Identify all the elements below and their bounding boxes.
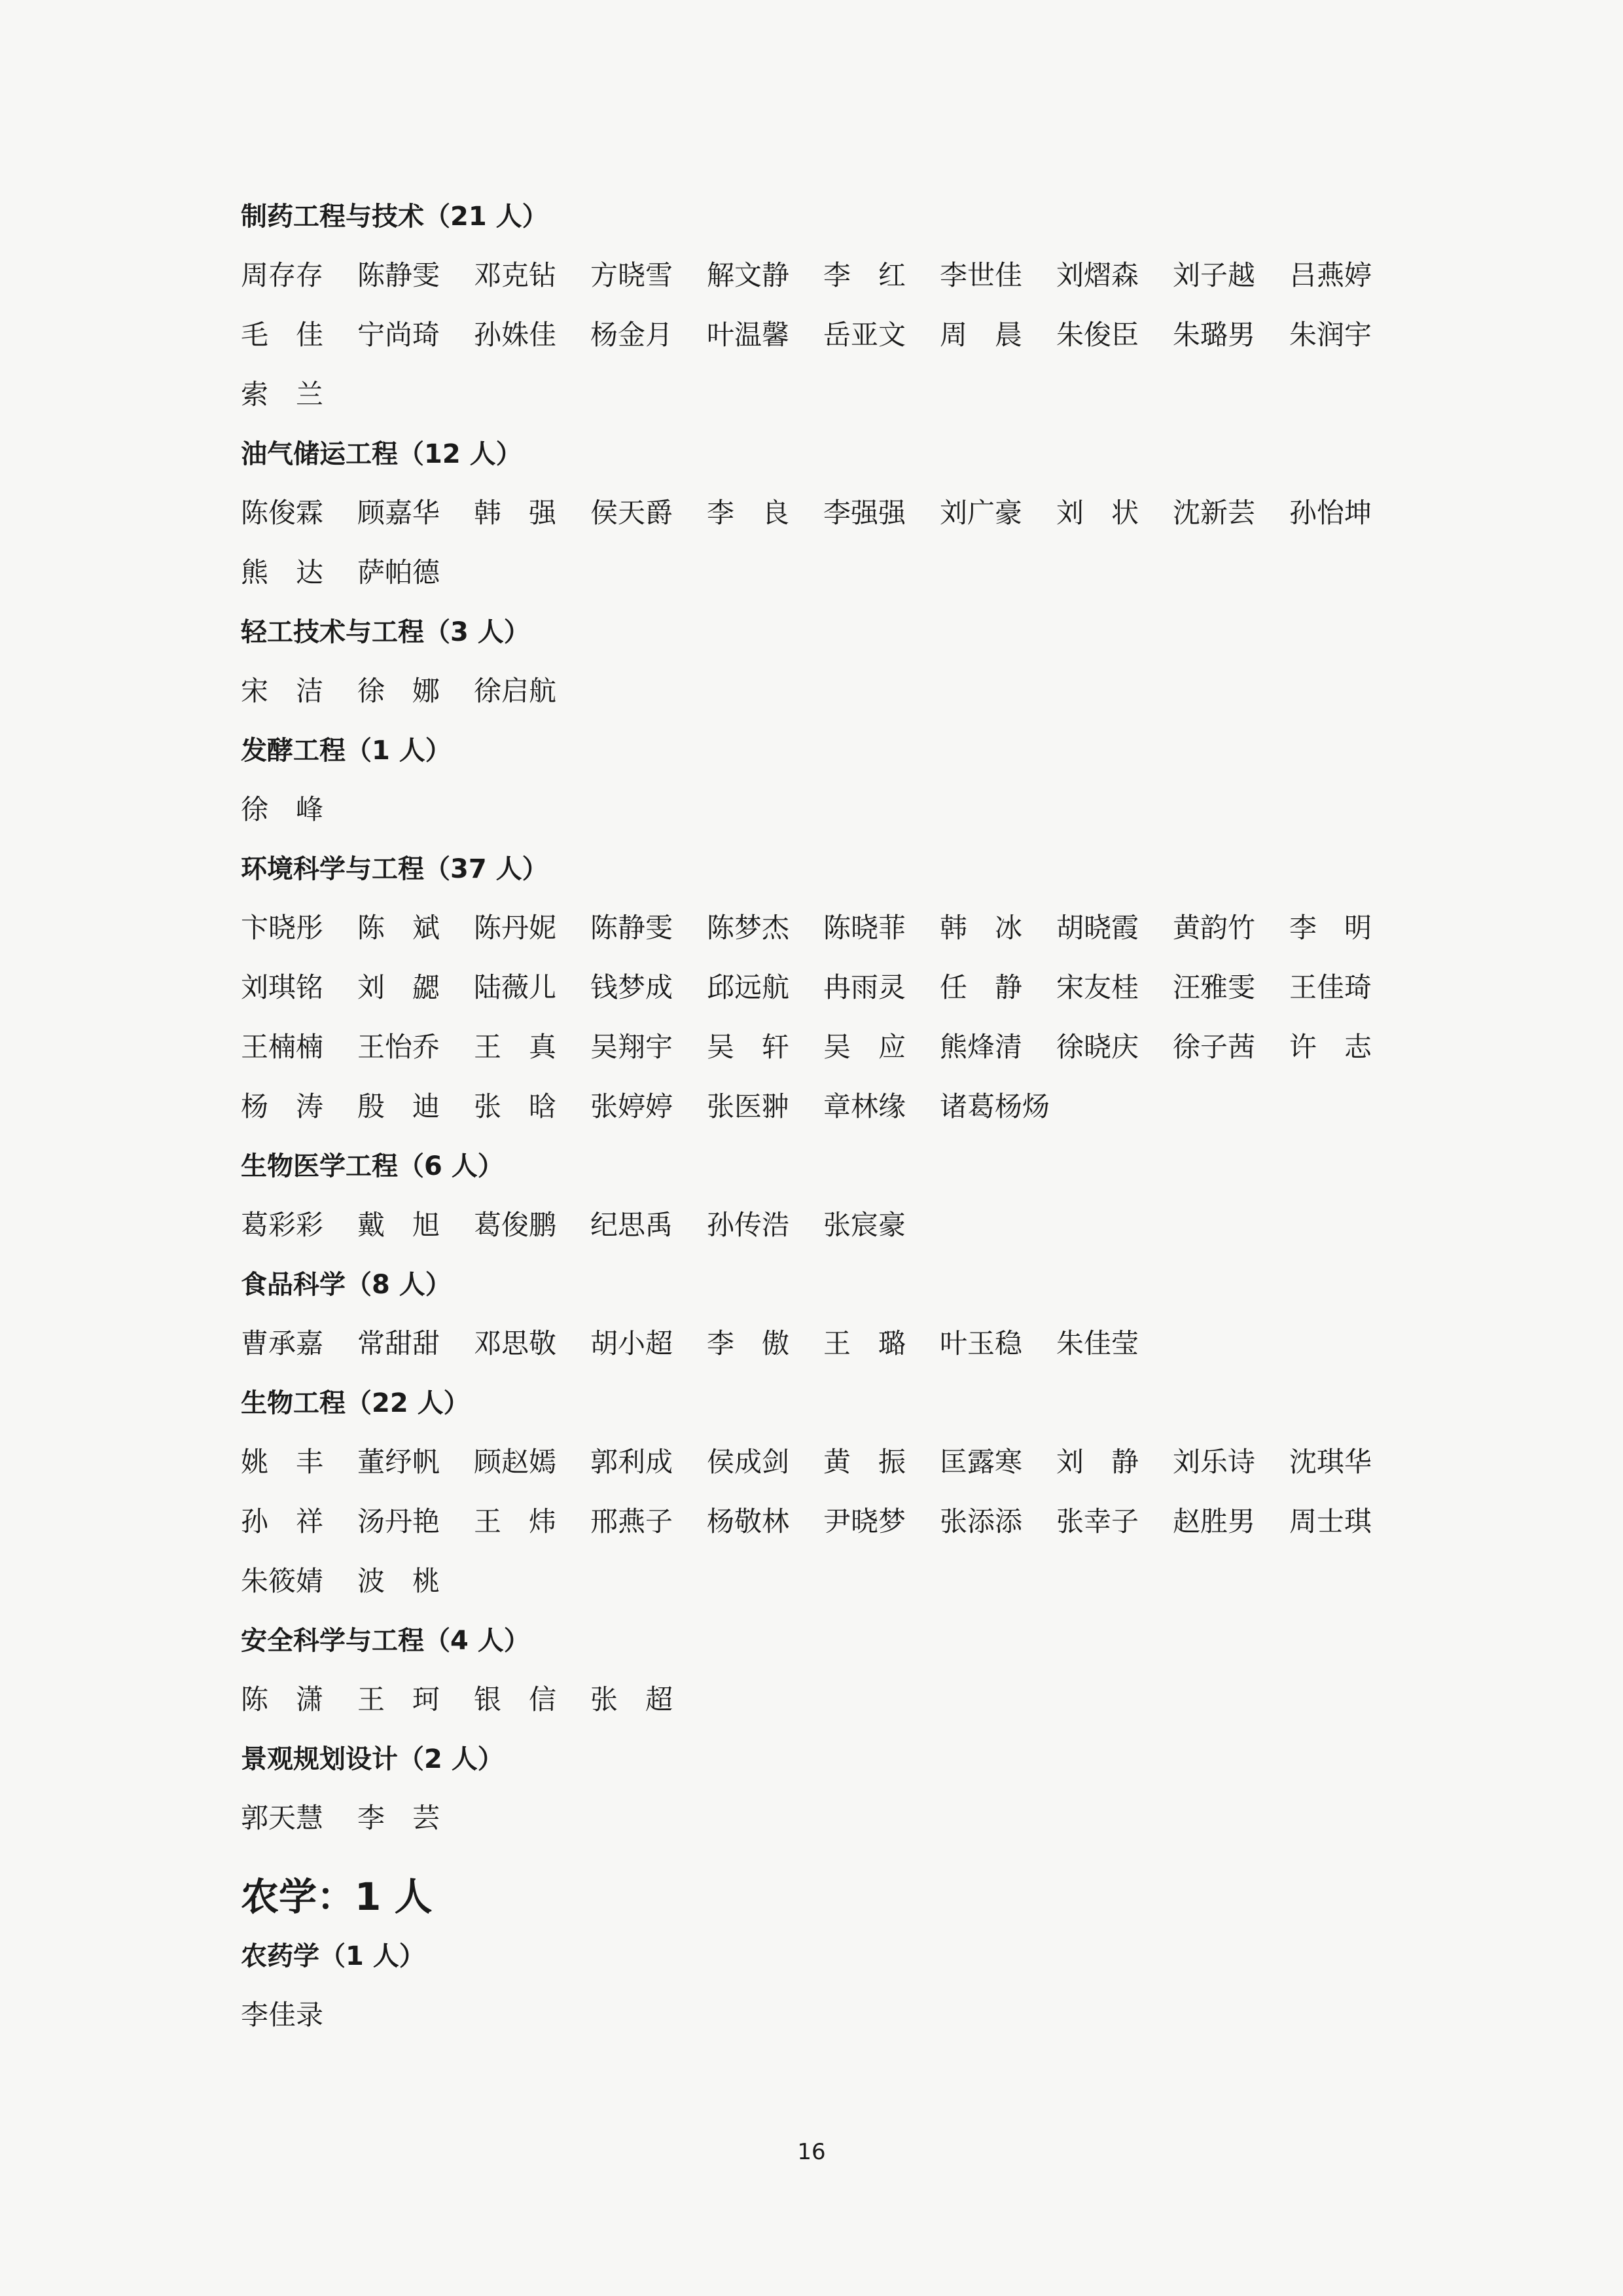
student-name: 韩 强 bbox=[474, 497, 557, 529]
student-name: 吴翔宇 bbox=[590, 1031, 673, 1063]
section-heading: 制药工程与技术（21 人） bbox=[241, 202, 548, 232]
student-name: 殷 迪 bbox=[357, 1090, 440, 1122]
student-name: 陈丹妮 bbox=[474, 912, 557, 944]
student-name: 银 信 bbox=[474, 1683, 557, 1715]
student-name: 张幸子 bbox=[1056, 1505, 1139, 1537]
section-heading: 油气储运工程（12 人） bbox=[241, 439, 522, 469]
engineering-sections bbox=[241, 194, 1406, 1855]
section-heading: 安全科学与工程（4 人） bbox=[241, 1626, 530, 1656]
student-name: 王佳琦 bbox=[1289, 971, 1372, 1003]
name-grid bbox=[241, 905, 1406, 1143]
name-grid bbox=[241, 253, 1406, 431]
student-name: 顾赵嫣 bbox=[474, 1446, 557, 1478]
student-name: 叶温馨 bbox=[707, 319, 790, 351]
student-name: 刘 静 bbox=[1056, 1446, 1139, 1478]
student-name: 纪思禹 bbox=[590, 1209, 673, 1241]
student-name: 徐启航 bbox=[474, 675, 557, 707]
student-name: 张婷婷 bbox=[590, 1090, 673, 1122]
student-name: 任 静 bbox=[940, 971, 1023, 1003]
student-name: 陈俊霖 bbox=[241, 497, 324, 529]
student-name: 熊烽清 bbox=[940, 1031, 1023, 1063]
student-name: 刘广豪 bbox=[940, 497, 1023, 529]
student-name: 李 红 bbox=[823, 259, 906, 291]
name-grid bbox=[241, 1439, 1406, 1618]
student-name: 匡露寒 bbox=[940, 1446, 1023, 1478]
student-name: 顾嘉华 bbox=[357, 497, 440, 529]
student-name: 陈 斌 bbox=[357, 912, 440, 944]
student-name: 刘 勰 bbox=[357, 971, 440, 1003]
student-name: 葛俊鹏 bbox=[474, 1209, 557, 1241]
student-name: 王怡乔 bbox=[357, 1031, 440, 1063]
student-name: 常甜甜 bbox=[357, 1327, 440, 1359]
student-name: 韩 冰 bbox=[940, 912, 1023, 944]
student-name: 沈新芸 bbox=[1173, 497, 1256, 529]
section-heading: 环境科学与工程（37 人） bbox=[241, 854, 548, 884]
student-name: 李世佳 bbox=[940, 259, 1023, 291]
student-name: 许 志 bbox=[1289, 1031, 1372, 1063]
student-name: 葛彩彩 bbox=[241, 1209, 324, 1241]
student-name: 卞晓彤 bbox=[241, 912, 324, 944]
student-name: 孙 祥 bbox=[241, 1505, 324, 1537]
student-name: 宋 洁 bbox=[241, 675, 324, 707]
student-name: 钱梦成 bbox=[590, 971, 673, 1003]
student-name: 毛 佳 bbox=[241, 319, 324, 351]
student-name: 徐 峰 bbox=[241, 793, 324, 825]
student-name: 董纾帆 bbox=[357, 1446, 440, 1478]
student-name: 胡小超 bbox=[590, 1327, 673, 1359]
student-name: 李 明 bbox=[1289, 912, 1372, 944]
student-name: 邱远航 bbox=[707, 971, 790, 1003]
student-name: 戴 旭 bbox=[357, 1209, 440, 1241]
student-name: 沈琪华 bbox=[1289, 1446, 1372, 1478]
student-name: 陈静雯 bbox=[590, 912, 673, 944]
student-name: 赵胜男 bbox=[1173, 1505, 1256, 1537]
student-name: 张 晗 bbox=[474, 1090, 557, 1122]
student-name: 张宸豪 bbox=[823, 1209, 906, 1241]
student-name: 汪雅雯 bbox=[1173, 971, 1256, 1003]
student-name: 吴 轩 bbox=[707, 1031, 790, 1063]
student-name: 陈 潇 bbox=[241, 1683, 324, 1715]
student-name: 郭利成 bbox=[590, 1446, 673, 1478]
student-name: 李佳录 bbox=[241, 1999, 324, 2031]
student-name: 邓克钻 bbox=[474, 259, 557, 291]
student-name: 侯成剑 bbox=[707, 1446, 790, 1478]
student-name: 宁尚琦 bbox=[357, 319, 440, 351]
name-grid bbox=[241, 1321, 1406, 1380]
student-name: 邢燕子 bbox=[590, 1505, 673, 1537]
student-name: 索 兰 bbox=[241, 378, 324, 410]
student-name: 王 珂 bbox=[357, 1683, 440, 1715]
category-heading-agriculture: 农学：1 人 bbox=[241, 1874, 433, 1919]
student-name: 李强强 bbox=[823, 497, 906, 529]
student-name: 熊 达 bbox=[241, 556, 324, 588]
section-heading: 景观规划设计（2 人） bbox=[241, 1744, 504, 1774]
student-name: 李 芸 bbox=[357, 1802, 440, 1834]
section-heading: 轻工技术与工程（3 人） bbox=[241, 617, 530, 647]
student-name: 孙怡坤 bbox=[1289, 497, 1372, 529]
student-name: 黄 振 bbox=[823, 1446, 906, 1478]
name-grid bbox=[241, 1992, 1406, 2052]
agriculture-sections bbox=[241, 1933, 1406, 2052]
student-name: 朱璐男 bbox=[1173, 319, 1256, 351]
student-name: 李 良 bbox=[707, 497, 790, 529]
student-name: 朱佳莹 bbox=[1056, 1327, 1139, 1359]
name-grid bbox=[241, 1202, 1406, 1262]
page-number: 16 bbox=[797, 2139, 826, 2165]
student-name: 周存存 bbox=[241, 259, 324, 291]
student-name: 岳亚文 bbox=[823, 319, 906, 351]
student-name: 李 傲 bbox=[707, 1327, 790, 1359]
section-heading: 农药学（1 人） bbox=[241, 1941, 425, 1971]
student-name: 胡晓霞 bbox=[1056, 912, 1139, 944]
student-name: 宋友桂 bbox=[1056, 971, 1139, 1003]
student-name: 刘熠森 bbox=[1056, 259, 1139, 291]
section-heading: 食品科学（8 人） bbox=[241, 1270, 452, 1300]
student-name: 杨 涛 bbox=[241, 1090, 324, 1122]
section-heading: 生物医学工程（6 人） bbox=[241, 1151, 504, 1181]
student-name: 郭天慧 bbox=[241, 1802, 324, 1834]
student-name: 陈晓菲 bbox=[823, 912, 906, 944]
student-name: 朱筱婧 bbox=[241, 1565, 324, 1597]
student-name: 杨敬林 bbox=[707, 1505, 790, 1537]
student-name: 吴 应 bbox=[823, 1031, 906, 1063]
student-name: 徐 娜 bbox=[357, 675, 440, 707]
student-name: 王 炜 bbox=[474, 1505, 557, 1537]
student-name: 王楠楠 bbox=[241, 1031, 324, 1063]
student-name: 孙传浩 bbox=[707, 1209, 790, 1241]
student-name: 吕燕婷 bbox=[1289, 259, 1372, 291]
student-name: 黄韵竹 bbox=[1173, 912, 1256, 944]
student-name: 张 超 bbox=[590, 1683, 673, 1715]
student-name: 刘乐诗 bbox=[1173, 1446, 1256, 1478]
student-name: 陆薇儿 bbox=[474, 971, 557, 1003]
name-grid bbox=[241, 787, 1406, 846]
student-name: 徐晓庆 bbox=[1056, 1031, 1139, 1063]
student-name: 曹承嘉 bbox=[241, 1327, 324, 1359]
student-name: 朱润宇 bbox=[1289, 319, 1372, 351]
student-name: 周 晨 bbox=[940, 319, 1023, 351]
student-name: 周士琪 bbox=[1289, 1505, 1372, 1537]
student-name: 汤丹艳 bbox=[357, 1505, 440, 1537]
section-heading: 发酵工程（1 人） bbox=[241, 736, 452, 766]
student-name: 刘子越 bbox=[1173, 259, 1256, 291]
student-name: 章林缘 bbox=[823, 1090, 906, 1122]
name-list bbox=[241, 194, 1406, 2052]
student-name: 徐子茜 bbox=[1173, 1031, 1256, 1063]
student-name: 尹晓梦 bbox=[823, 1505, 906, 1537]
name-grid bbox=[241, 1795, 1406, 1855]
student-name: 侯天爵 bbox=[590, 497, 673, 529]
student-name: 诸葛杨炀 bbox=[940, 1090, 1050, 1122]
student-name: 叶玉稳 bbox=[940, 1327, 1023, 1359]
student-name: 萨帕德 bbox=[357, 556, 440, 588]
student-name: 方晓雪 bbox=[590, 259, 673, 291]
student-name: 解文静 bbox=[707, 259, 790, 291]
student-name: 邓思敬 bbox=[474, 1327, 557, 1359]
student-name: 陈静雯 bbox=[357, 259, 440, 291]
student-name: 陈梦杰 bbox=[707, 912, 790, 944]
student-name: 刘 状 bbox=[1056, 497, 1139, 529]
name-grid bbox=[241, 490, 1406, 609]
student-name: 张添添 bbox=[940, 1505, 1023, 1537]
name-grid bbox=[241, 1677, 1406, 1736]
student-name: 王 真 bbox=[474, 1031, 557, 1063]
student-name: 张医翀 bbox=[707, 1090, 790, 1122]
section-heading: 生物工程（22 人） bbox=[241, 1388, 470, 1418]
student-name: 朱俊臣 bbox=[1056, 319, 1139, 351]
student-name: 冉雨灵 bbox=[823, 971, 906, 1003]
student-name: 波 桃 bbox=[357, 1565, 440, 1597]
student-name: 孙姝佳 bbox=[474, 319, 557, 351]
student-name: 杨金月 bbox=[590, 319, 673, 351]
student-name: 刘琪铭 bbox=[241, 971, 324, 1003]
student-name: 姚 丰 bbox=[241, 1446, 324, 1478]
student-name: 王 璐 bbox=[823, 1327, 906, 1359]
name-grid bbox=[241, 668, 1406, 728]
